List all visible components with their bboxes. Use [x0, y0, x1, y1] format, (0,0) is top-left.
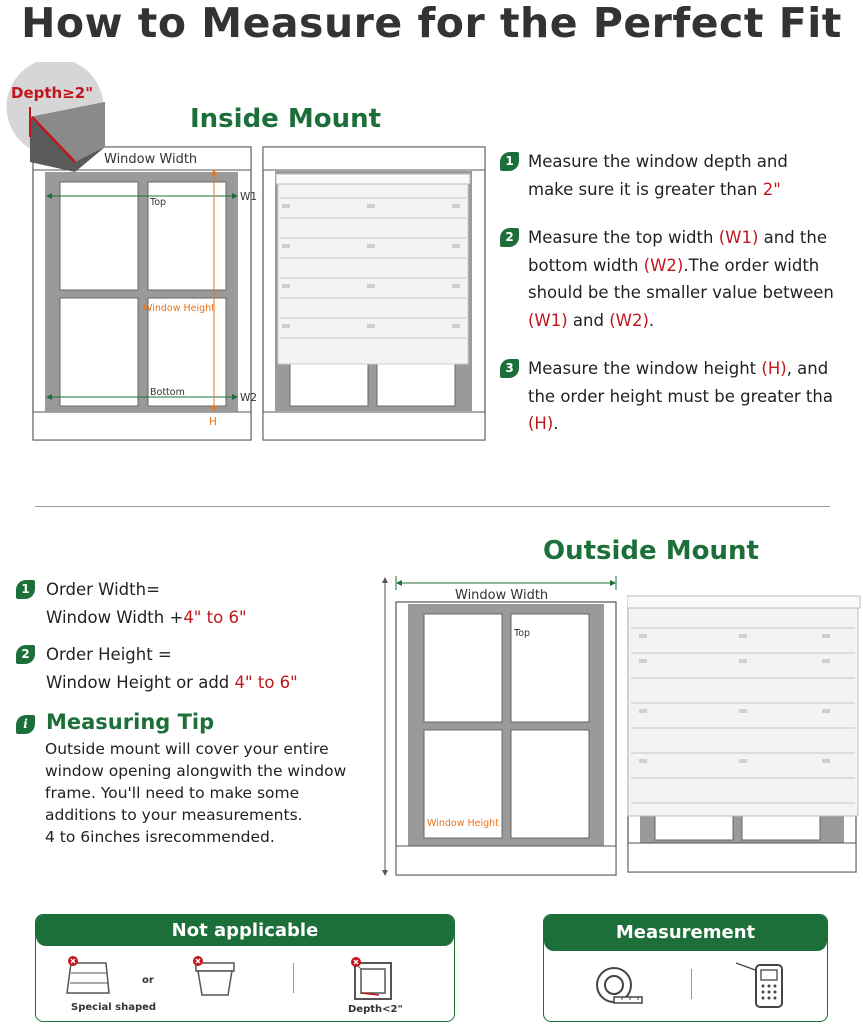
inside-step-3 [500, 355, 860, 438]
special-shaped-blind-icon [61, 953, 131, 1003]
page-title: How to Measure for the Perfect Fit [21, 0, 842, 47]
measuring-tip-line: frame. You'll need to make some [45, 784, 300, 802]
number-badge-icon: 2 [16, 645, 35, 664]
panel-divider [293, 963, 294, 993]
inside-window-height-label: Window Height [143, 303, 215, 314]
special-shaped-frame-icon [186, 953, 246, 1003]
number-badge-icon: 2 [500, 228, 519, 247]
inside-step-1-line-2: make sure it is greater than 2" [528, 179, 781, 199]
inside-steps [500, 148, 860, 438]
inside-step-1-line-1: Measure the window depth and [528, 152, 788, 171]
outside-mount-heading: Outside Mount [543, 536, 759, 566]
outside-window-width-label: Window Width [455, 588, 549, 603]
w2-label: W2 [240, 392, 258, 404]
measurement-heading: Measurement [544, 915, 827, 951]
outside-step-1-line-1: Order Width= [46, 580, 160, 599]
inside-window-width-label: Window Width [104, 152, 198, 167]
outside-step-2-line-1: Order Height = [46, 645, 172, 664]
inside-mount-heading: Inside Mount [190, 104, 382, 134]
outside-step-1-line-2: Window Width +4" to 6" [46, 607, 247, 627]
inside-step-3-line-1: Measure the window height (H), and [528, 359, 829, 378]
panel-divider [691, 969, 692, 999]
not-applicable-heading: Not applicable [36, 915, 454, 946]
or-label: or [142, 975, 154, 986]
inside-step-2-line-2: bottom width (W2).The order width [528, 255, 820, 275]
outside-step-2 [16, 641, 386, 696]
measuring-tip-heading: Measuring Tip [46, 710, 215, 734]
depth-less-label: Depth<2" [348, 1004, 403, 1015]
inside-top-label: Top [150, 197, 167, 208]
outside-shade-diagram [627, 578, 862, 874]
inside-step-1 [500, 148, 860, 203]
inside-step-2-line-3: should be the smaller value between [528, 283, 834, 302]
section-divider [35, 506, 830, 507]
tape-measure-icon [592, 963, 647, 1008]
outside-step-2-line-2: Window Height or add 4" to 6" [46, 672, 298, 692]
number-badge-icon: 1 [16, 580, 35, 599]
outside-window-height-label: Window Height [427, 818, 499, 829]
measurement-panel [543, 914, 828, 1022]
inside-bottom-label: Bottom [150, 387, 185, 398]
shallow-depth-icon [341, 953, 401, 1003]
w1-label: W1 [240, 191, 258, 203]
measuring-tip-line: Outside mount will cover your entire [45, 740, 329, 758]
depth-label: Depth≥2" [11, 84, 94, 102]
number-badge-icon: 3 [500, 359, 519, 378]
inside-step-2-line-4: (W1) and (W2). [528, 310, 655, 330]
outside-steps [16, 576, 386, 848]
special-shaped-label: Special shaped [71, 1002, 157, 1013]
measuring-tip-line: window opening alongwith the window [45, 762, 347, 780]
h-label: H [209, 416, 217, 428]
measuring-tip-body [16, 738, 386, 848]
inside-step-2-line-1: Measure the top width (W1) and the [528, 228, 828, 247]
measuring-tip-line: 4 to 6inches isrecommended. [45, 828, 275, 846]
outside-mount-diagram [378, 574, 628, 879]
inside-shade-diagram [262, 146, 487, 442]
not-applicable-panel [35, 914, 455, 1022]
outside-step-1 [16, 576, 386, 631]
outside-top-label: Top [514, 628, 531, 639]
inside-step-3-line-3: (H). [528, 414, 559, 433]
measuring-tip [16, 710, 386, 734]
inside-step-3-line-2: the order height must be greater tha [528, 386, 833, 406]
number-badge-icon: 1 [500, 152, 519, 171]
laser-distance-meter-icon [734, 957, 794, 1012]
inside-step-2 [500, 224, 860, 334]
info-icon: i [16, 715, 35, 734]
measuring-tip-line: additions to your measurements. [45, 806, 303, 824]
